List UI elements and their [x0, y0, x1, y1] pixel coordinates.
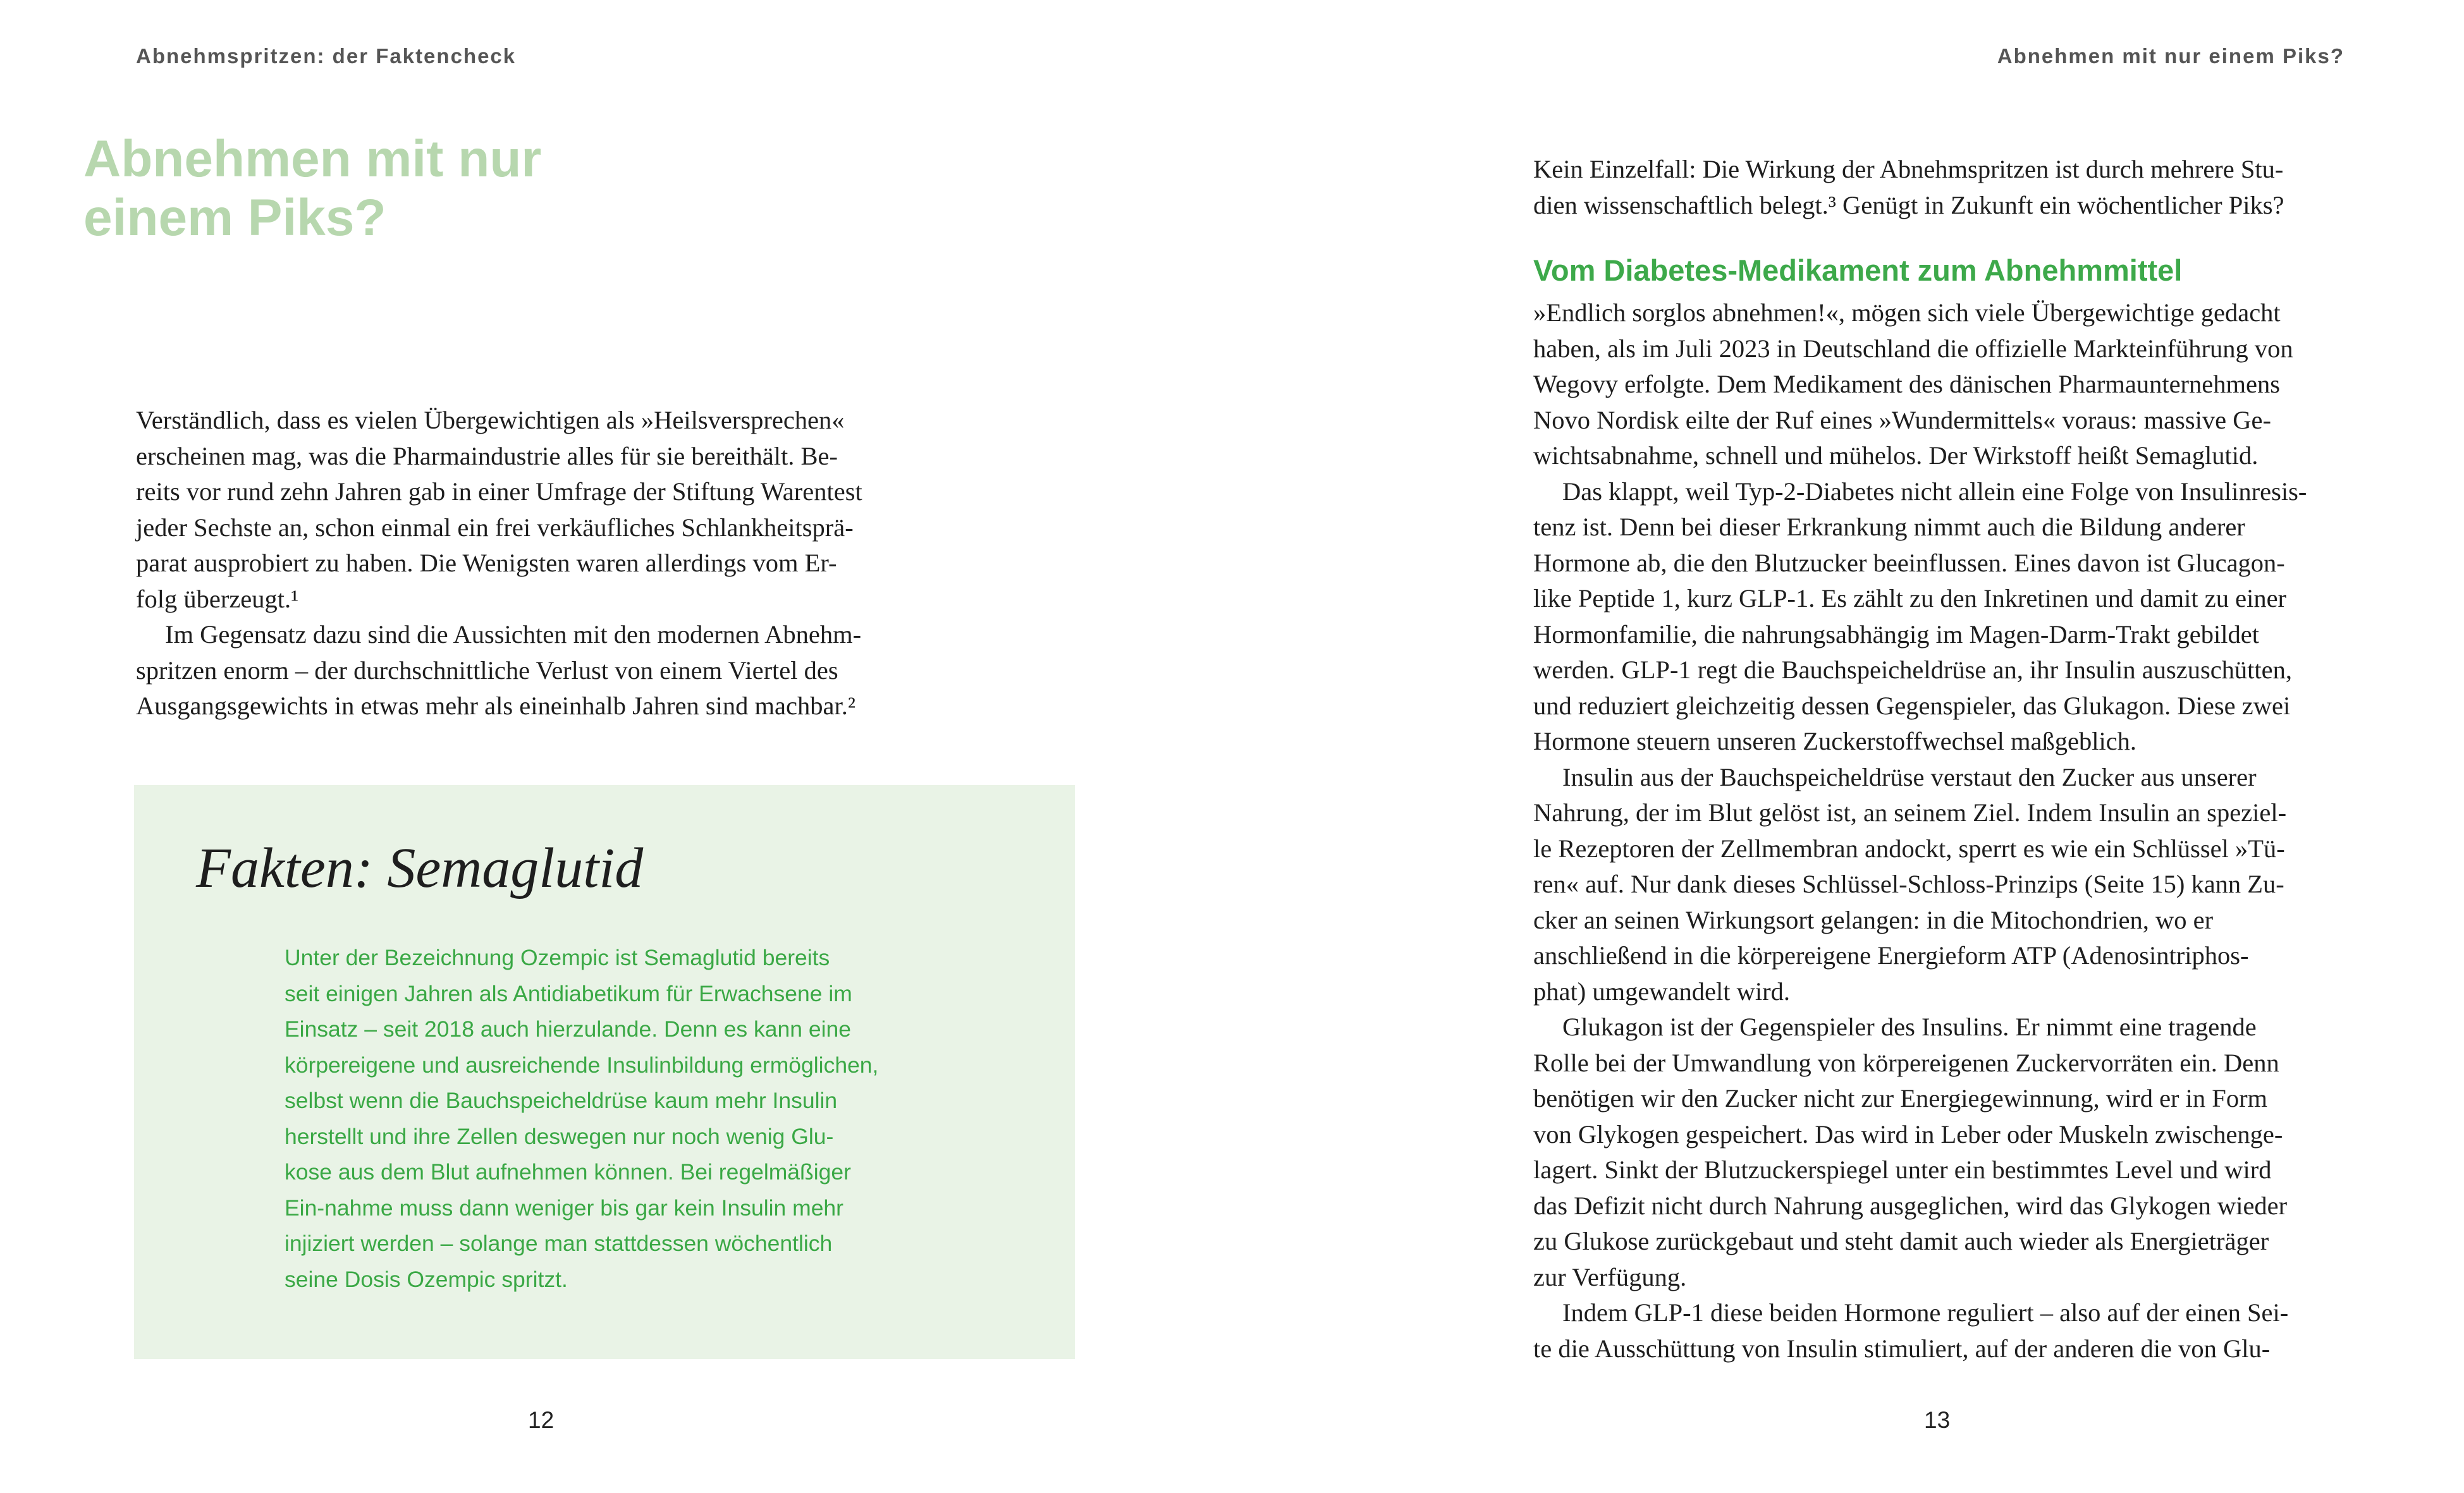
- text-line: körpereigene und ausreichende Insulinbildung ermöglichen,: [285, 1052, 879, 1078]
- text-line: Das klappt, weil Typ-2-Diabetes nicht allein eine Folge von Insulinresis-: [1562, 477, 2307, 506]
- text-line: parat ausprobiert zu haben. Die Wenigsten waren allerdings vom Er-: [136, 549, 837, 577]
- text-line: Indem GLP-1 diese beiden Hormone reguliert – also auf der einen Sei-: [1562, 1298, 2289, 1327]
- text-line: selbst wenn die Bauchspeicheldrüse kaum mehr Insulin: [285, 1088, 838, 1113]
- text-line: werden. GLP-1 regt die Bauchspeicheldrüse an, ihr Insulin auszuschütten,: [1533, 655, 2293, 684]
- text-line: reits vor rund zehn Jahren gab in einer Umfrage der Stiftung Warentest: [136, 477, 862, 506]
- text-line: Wegovy erfolgte. Dem Medikament des dänischen Pharmaunternehmens: [1533, 370, 2281, 398]
- right-intro-text: [1533, 152, 2284, 223]
- text-line: Hormone steuern unseren Zuckerstoffwechsel maßgeblich.: [1533, 727, 2137, 755]
- running-head-right: Abnehmen mit nur einem Piks?: [1997, 44, 2344, 68]
- text-line: like Peptide 1, kurz GLP-1. Es zählt zu den Inkretinen und damit zu einer: [1533, 584, 2287, 612]
- text-line: Verständlich, dass es vielen Übergewichtigen als »Heilsversprechen«: [136, 406, 845, 434]
- text-line: Einsatz – seit 2018 auch hierzulande. Denn es kann eine: [285, 1016, 851, 1042]
- running-head-left: Abnehmspritzen: der Faktencheck: [136, 44, 517, 68]
- page-number-right: 13: [1924, 1407, 1951, 1433]
- text-line: Ein-nahme muss dann weniger bis gar kein Insulin mehr: [285, 1195, 843, 1221]
- text-line: le Rezeptoren der Zellmembran andockt, sperrt es wie ein Schlüssel »Tü-: [1533, 834, 2285, 863]
- text-line: Insulin aus der Bauchspeicheldrüse verstaut den Zucker aus unserer: [1562, 762, 2257, 791]
- text-line: injiziert werden – solange man stattdessen wöchentlich: [285, 1231, 833, 1256]
- text-line: Kein Einzelfall: Die Wirkung der Abnehmspritzen ist durch mehrere Stu-: [1533, 155, 2284, 183]
- page-number-left: 12: [528, 1407, 555, 1433]
- text-line: Rolle bei der Umwandlung von körpereigenen Zuckervorräten ein. Denn: [1533, 1048, 2279, 1077]
- text-line: ren« auf. Nur dank dieses Schlüssel-Schloss-Prinzips (Seite 15) kann Zu-: [1533, 870, 2284, 898]
- text-line: von Glykogen gespeichert. Das wird in Leber oder Muskeln zwischenge-: [1533, 1119, 2283, 1149]
- chapter-title-line: Abnehmen mit nur: [83, 130, 542, 188]
- text-line: jeder Sechste an, schon einmal ein frei verkäufliches Schlankheitsprä-: [136, 513, 854, 542]
- text-line: anschließend in die körpereigene Energieform ATP (Adenosintriphos-: [1533, 941, 2249, 970]
- text-line: Glukagon ist der Gegenspieler des Insulins. Er nimmt eine tragende: [1562, 1013, 2257, 1041]
- text-line: Hormonfamilie, die nahrungsabhängig im Magen-Darm-Trakt gebildet: [1533, 619, 2259, 649]
- text-line: haben, als im Juli 2023 in Deutschland die offizielle Markteinführung von: [1533, 334, 2293, 363]
- text-line: spritzen enorm – der durchschnittliche Verlust von einem Viertel des: [136, 655, 838, 685]
- text-line: Im Gegensatz dazu sind die Aussichten mit den modernen Abnehm-: [165, 620, 862, 649]
- text-line: zur Verfügung.: [1533, 1262, 1687, 1291]
- chapter-title: [83, 130, 541, 247]
- chapter-title-line: einem Piks?: [83, 189, 386, 247]
- left-body-text: [136, 403, 862, 724]
- text-line: »Endlich sorglos abnehmen!«, mögen sich viele Übergewichtige gedacht: [1533, 298, 2281, 327]
- right-body-text: [1533, 295, 2307, 1367]
- text-line: herstellt und ihre Zellen deswegen nur noch wenig Glu-: [285, 1123, 834, 1149]
- text-line: phat) umgewandelt wird.: [1533, 977, 1791, 1006]
- text-line: Unter der Bezeichnung Ozempic ist Semaglutid bereits: [285, 945, 830, 970]
- fact-box: [134, 785, 1075, 1359]
- text-line: folg überzeugt.¹: [136, 584, 299, 613]
- text-line: Ausgangsgewichts in etwas mehr als eineinhalb Jahren sind machbar.²: [136, 692, 855, 720]
- text-line: und reduziert gleichzeitig dessen Gegenspieler, das Glukagon. Diese zwei: [1533, 691, 2291, 720]
- text-line: das Defizit nicht durch Nahrung ausgeglichen, wird das Glykogen wieder: [1533, 1191, 2288, 1220]
- text-line: seine Dosis Ozempic spritzt.: [285, 1266, 568, 1292]
- fact-box-text: [285, 940, 878, 1297]
- text-line: dien wissenschaftlich belegt.³ Genügt in Zukunft ein wöchentlicher Piks?: [1533, 190, 2284, 219]
- text-line: erscheinen mag, was die Pharmaindustrie alles für sie bereithält. Be-: [136, 441, 838, 470]
- text-line: lagert. Sinkt der Blutzuckerspiegel unter ein bestimmtes Level und wird: [1533, 1155, 2272, 1184]
- text-line: Nahrung, der im Blut gelöst ist, an seinem Ziel. Indem Insulin an speziel-: [1533, 798, 2287, 827]
- fact-box-heading: Fakten: Semaglutid: [196, 837, 644, 899]
- text-line: tenz ist. Denn bei dieser Erkrankung nimmt auch die Bildung anderer: [1533, 513, 2245, 541]
- text-line: benötigen wir den Zucker nicht zur Energiegewinnung, wird er in Form: [1533, 1084, 2268, 1112]
- section-subheading: Vom Diabetes-Medikament zum Abnehmmittel: [1533, 253, 2183, 287]
- text-line: Hormone ab, die den Blutzucker beeinflussen. Eines davon ist Glucagon-: [1533, 548, 2285, 577]
- text-line: Novo Nordisk eilte der Ruf eines »Wundermittels« voraus: massive Ge-: [1533, 405, 2271, 434]
- text-line: seit einigen Jahren als Antidiabetikum für Erwachsene im: [285, 980, 852, 1006]
- text-line: cker an seinen Wirkungsort gelangen: in die Mitochondrien, wo er: [1533, 905, 2214, 934]
- text-line: te die Ausschüttung von Insulin stimuliert, auf der anderen die von Glu-: [1533, 1334, 2271, 1363]
- text-line: kose aus dem Blut aufnehmen können. Bei regelmäßiger: [285, 1159, 851, 1185]
- text-line: wichtsabnahme, schnell und mühelos. Der Wirkstoff heißt Semaglutid.: [1533, 441, 2259, 470]
- text-line: zu Glukose zurückgebaut und steht damit auch wieder als Energieträger: [1533, 1227, 2269, 1255]
